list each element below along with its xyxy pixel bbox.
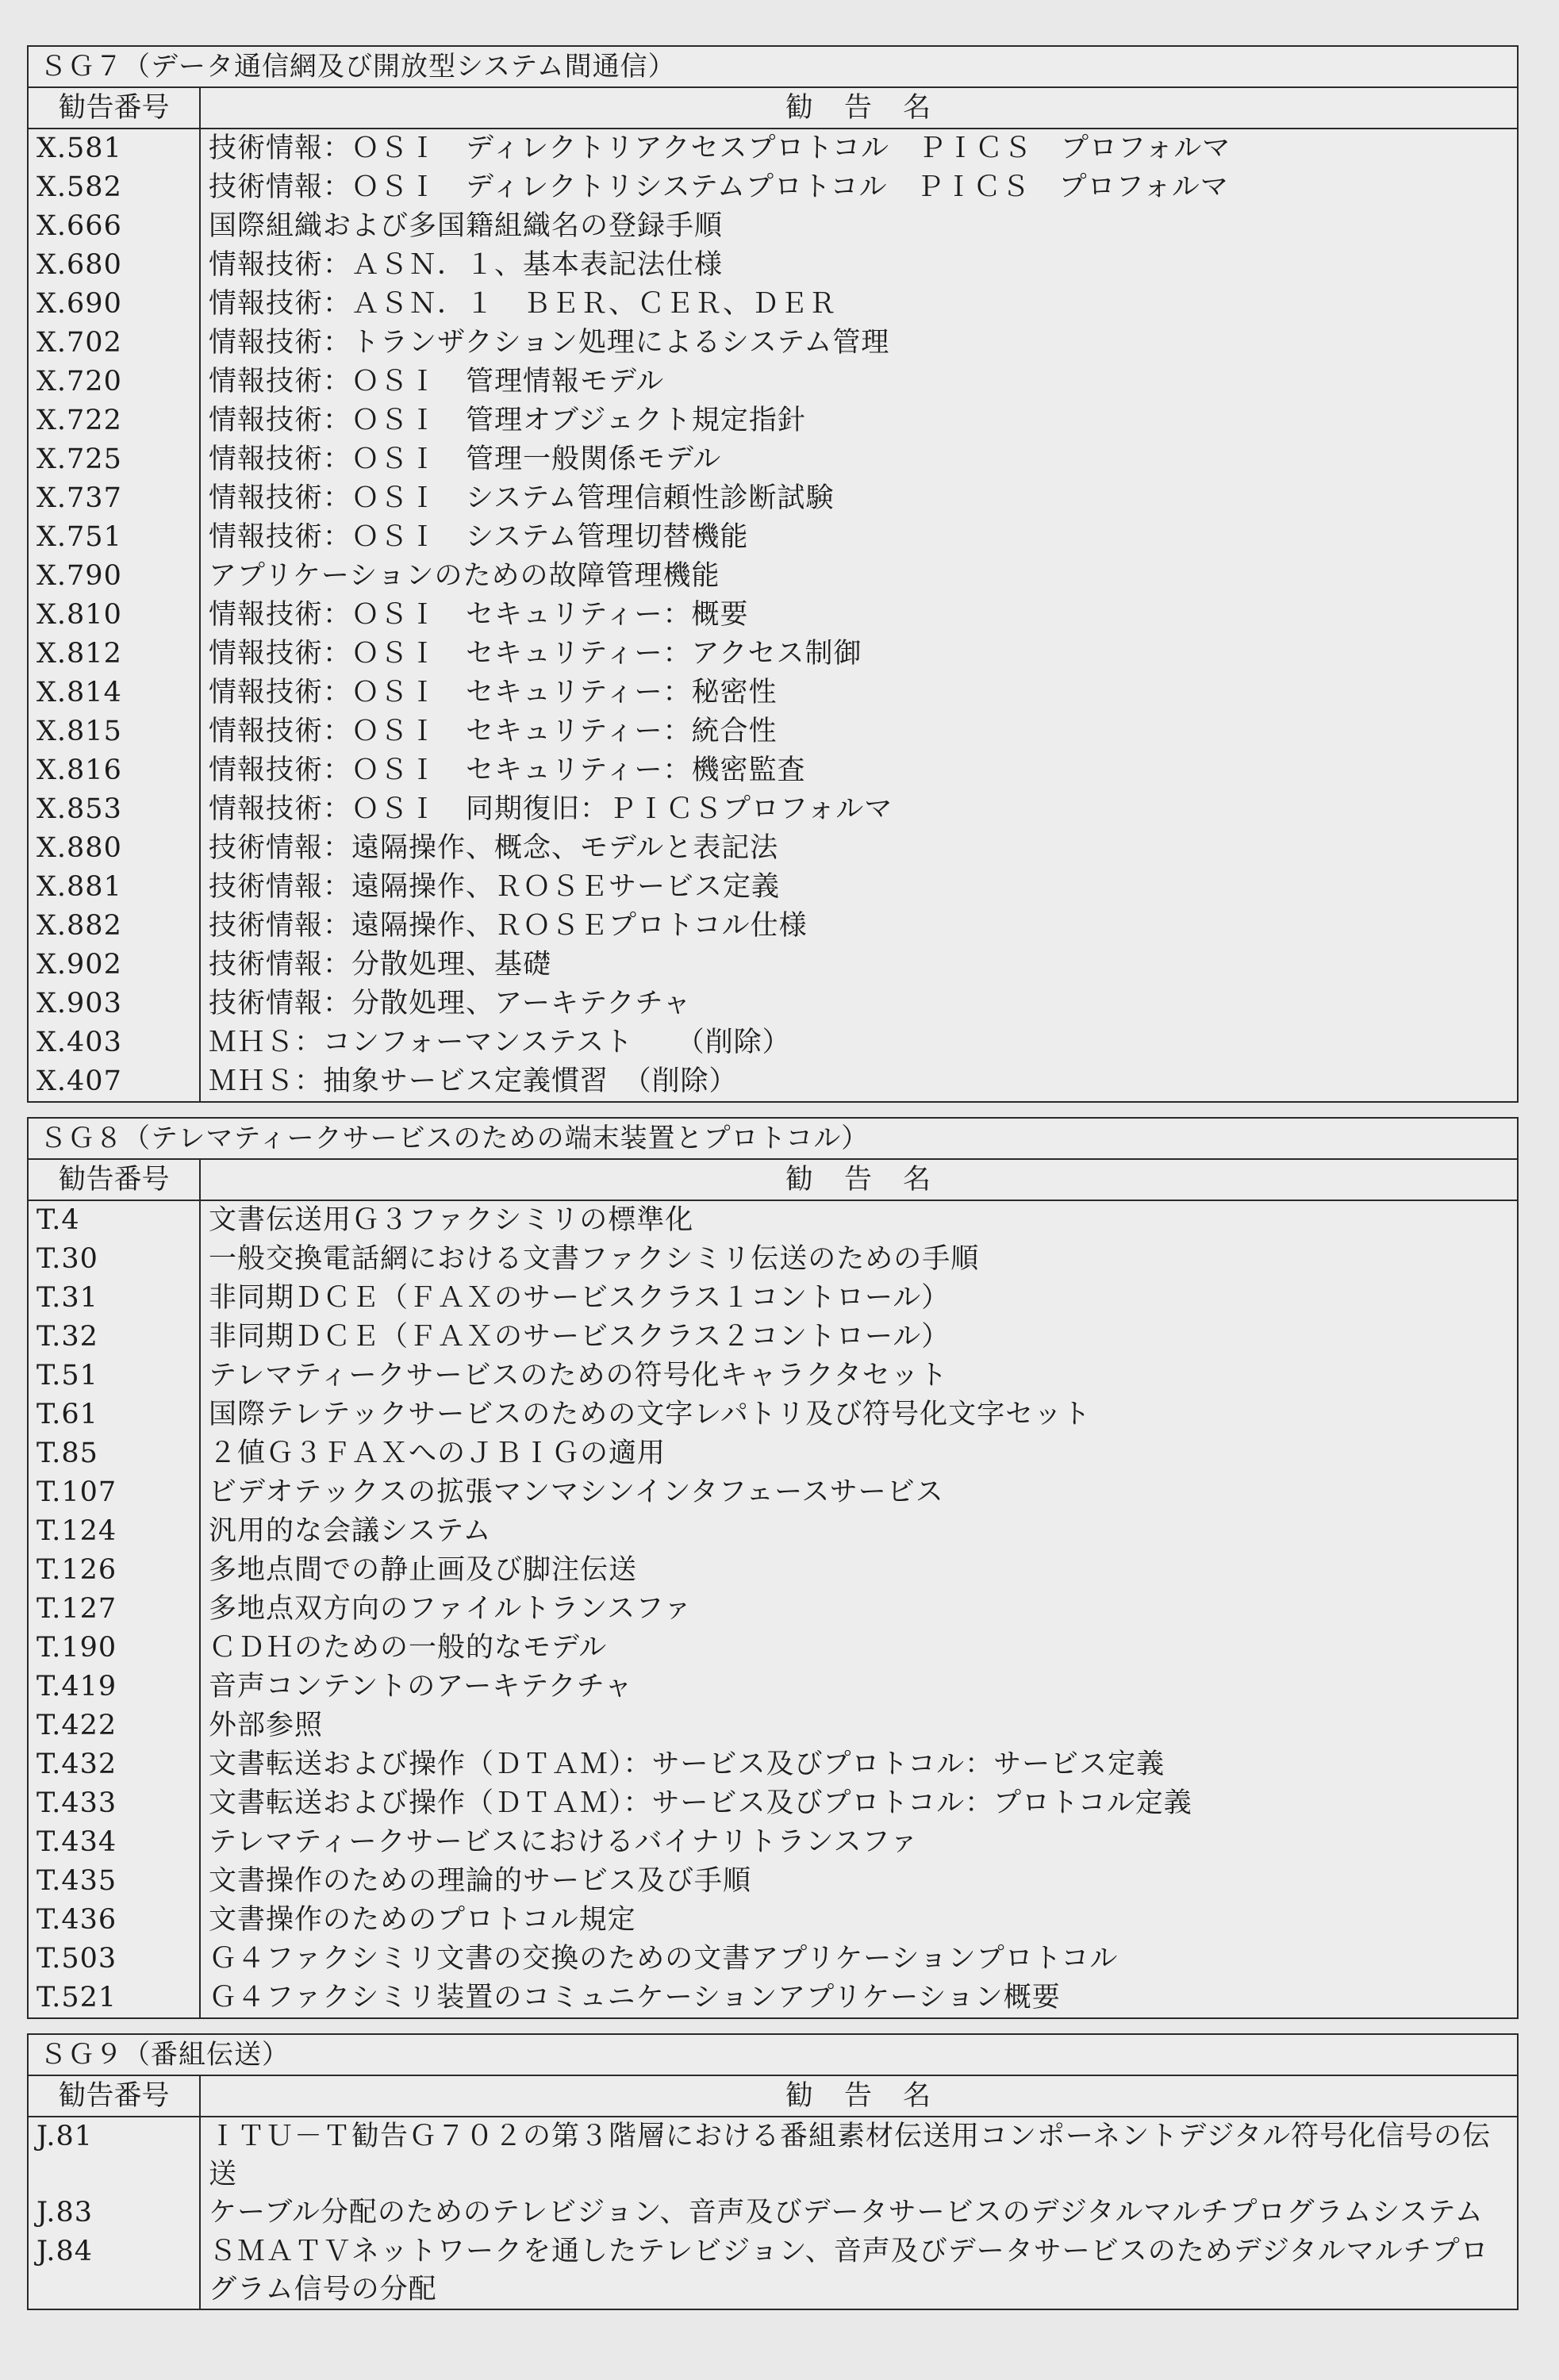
recommendation-number: T.124 [28,1512,200,1551]
recommendation-number: X.407 [28,1062,200,1102]
recommendation-name: 音声コンテントのアーキテクチャ [200,1668,1518,1706]
recommendation-number: X.722 [28,401,200,440]
recommendation-number: X.902 [28,946,200,985]
recommendation-number: X.581 [28,129,200,168]
recommendation-name: 情報技術：トランザクション処理によるシステム管理 [200,324,1518,363]
recommendation-name: ２値Ｇ３ＦＡＸへのＪＢＩＧの適用 [200,1434,1518,1473]
table-row [28,1862,1518,1901]
table-row [28,1023,1518,1062]
section-title: ＳＧ７（データ通信網及び開放型システム間通信） [28,46,1518,87]
recommendation-name: テレマティークサービスのための符号化キャラクタセット [200,1357,1518,1395]
table-row [28,1395,1518,1434]
table-row [28,2117,1518,2194]
table-row [28,712,1518,751]
table-row [28,829,1518,868]
recommendation-name: テレマティークサービスにおけるバイナリトランスファ [200,1823,1518,1862]
recommendation-number: T.434 [28,1823,200,1862]
recommendation-number: T.51 [28,1357,200,1395]
table-row [28,1357,1518,1395]
recommendation-name: 非同期ＤＣＥ（ＦＡＸのサービスクラス１コントロール） [200,1279,1518,1318]
recommendation-number: J.83 [28,2194,200,2232]
recommendation-name: 技術情報：遠隔操作、概念、モデルと表記法 [200,829,1518,868]
table-row [28,596,1518,635]
recommendation-name: 情報技術：ＯＳＩ 管理オブジェクト規定指針 [200,401,1518,440]
table-row [28,1979,1518,2018]
recommendation-number: T.61 [28,1395,200,1434]
recommendation-name: 汎用的な会議システム [200,1512,1518,1551]
table-row [28,674,1518,712]
column-header-code: 勧告番号 [28,87,200,129]
recommendation-number: T.30 [28,1240,200,1279]
table-row [28,907,1518,946]
table-row [28,440,1518,479]
recommendation-number: X.690 [28,285,200,324]
table-row [28,1240,1518,1279]
recommendation-number: X.815 [28,712,200,751]
table-row [28,790,1518,829]
table-row [28,1279,1518,1318]
section-title: ＳＧ９（番組伝送） [28,2034,1518,2075]
recommendation-name: 技術情報：分散処理、アーキテクチャ [200,985,1518,1023]
recommendation-name: 情報技術：ＯＳＩ セキュリティー：秘密性 [200,674,1518,712]
table-row [28,868,1518,907]
recommendation-number: T.32 [28,1318,200,1357]
table-row [28,285,1518,324]
table-row [28,1706,1518,1745]
recommendation-name: 技術情報：遠隔操作、ＲＯＳＥプロトコル仕様 [200,907,1518,946]
recommendation-name: 情報技術：ＯＳＩ セキュリティー：アクセス制御 [200,635,1518,674]
recommendation-name: 文書操作のための理論的サービス及び手順 [200,1862,1518,1901]
table-row [28,1629,1518,1668]
table-row [28,479,1518,518]
recommendation-name: 情報技術：ＯＳＩ システム管理切替機能 [200,518,1518,557]
recommendation-number: X.880 [28,829,200,868]
recommendation-name: Ｇ４ファクシミリ装置のコミュニケーションアプリケーション概要 [200,1979,1518,2018]
table-row [28,1551,1518,1590]
recommendation-number: T.503 [28,1940,200,1979]
recommendation-name: ＭＨＳ：抽象サービス定義慣習 （削除） [200,1062,1518,1102]
table-row [28,401,1518,440]
recommendation-number: T.85 [28,1434,200,1473]
table-row [28,1668,1518,1706]
recommendation-number: X.680 [28,246,200,285]
recommendation-number: T.422 [28,1706,200,1745]
recommendation-number: X.582 [28,168,200,207]
recommendation-name: 情報技術：ＯＳＩ セキュリティー：機密監査 [200,751,1518,790]
recommendation-name: 技術情報：分散処理、基礎 [200,946,1518,985]
recommendation-name: 情報技術：ＡＳＮ．１ ＢＥＲ、ＣＥＲ、ＤＥＲ [200,285,1518,324]
recommendation-number: X.881 [28,868,200,907]
recommendation-name: アプリケーションのための故障管理機能 [200,557,1518,596]
recommendation-number: T.190 [28,1629,200,1668]
table-row [28,1784,1518,1823]
column-header-name: 勧 告 名 [200,2075,1518,2117]
recommendation-name: 国際テレテックサービスのための文字レパトリ及び符号化文字セット [200,1395,1518,1434]
table-row [28,1512,1518,1551]
recommendation-name: 一般交換電話網における文書ファクシミリ伝送のための手順 [200,1240,1518,1279]
recommendation-number: J.81 [28,2117,200,2194]
table-row [28,985,1518,1023]
table-row [28,324,1518,363]
recommendation-number: T.127 [28,1590,200,1629]
recommendation-name: 情報技術：ＯＳＩ セキュリティー：統合性 [200,712,1518,751]
recommendation-name: ケーブル分配のためのテレビジョン、音声及びデータサービスのデジタルマルチプログラムシステム [200,2194,1518,2232]
section-title: ＳＧ８（テレマティークサービスのための端末装置とプロトコル） [28,1118,1518,1159]
recommendation-name: Ｇ４ファクシミリ文書の交換のための文書アプリケーションプロトコル [200,1940,1518,1979]
column-header-name: 勧 告 名 [200,87,1518,129]
table-row [28,168,1518,207]
recommendation-name: ＩＴＵ－Ｔ勧告Ｇ７０２の第３階層における番組素材伝送用コンポーネントデジタル符号化信号の伝送 [200,2117,1518,2194]
recommendation-number: X.812 [28,635,200,674]
recommendation-number: X.853 [28,790,200,829]
recommendation-name: 非同期ＤＣＥ（ＦＡＸのサービスクラス２コントロール） [200,1318,1518,1357]
recommendation-number: T.436 [28,1901,200,1940]
recommendation-name: ＣＤＨのための一般的なモデル [200,1629,1518,1668]
sg9-table [27,2033,1519,2310]
table-row [28,129,1518,168]
recommendation-number: X.725 [28,440,200,479]
recommendation-number: X.403 [28,1023,200,1062]
recommendation-number: T.432 [28,1745,200,1784]
recommendation-number: T.126 [28,1551,200,1590]
recommendation-name: 外部参照 [200,1706,1518,1745]
table-row [28,518,1518,557]
recommendation-name: 国際組織および多国籍組織名の登録手順 [200,207,1518,246]
recommendation-name: 文書操作のためのプロトコル規定 [200,1901,1518,1940]
recommendation-name: ＭＨＳ：コンフォーマンステスト （削除） [200,1023,1518,1062]
recommendation-number: X.882 [28,907,200,946]
table-row [28,557,1518,596]
recommendation-number: J.84 [28,2232,200,2309]
recommendation-number: X.814 [28,674,200,712]
recommendation-name: 情報技術：ＯＳＩ システム管理信頼性診断試験 [200,479,1518,518]
recommendation-name: 多地点間での静止画及び脚注伝送 [200,1551,1518,1590]
table-row [28,2194,1518,2232]
recommendation-name: 情報技術：ＡＳＮ．１、基本表記法仕様 [200,246,1518,285]
recommendation-name: ＳＭＡＴＶネットワークを通したテレビジョン、音声及びデータサービスのためデジタルマルチプログラム信号の分配 [200,2232,1518,2309]
recommendation-name: 情報技術：ＯＳＩ 管理一般関係モデル [200,440,1518,479]
table-row [28,246,1518,285]
table-row [28,1200,1518,1240]
recommendation-number: X.720 [28,363,200,401]
recommendation-number: X.737 [28,479,200,518]
recommendation-name: 技術情報：遠隔操作、ＲＯＳＥサービス定義 [200,868,1518,907]
recommendation-number: X.810 [28,596,200,635]
column-header-code: 勧告番号 [28,1159,200,1200]
recommendation-number: T.31 [28,1279,200,1318]
recommendation-number: X.666 [28,207,200,246]
table-row [28,2232,1518,2309]
table-row [28,1940,1518,1979]
recommendation-name: ビデオテックスの拡張マンマシンインタフェースサービス [200,1473,1518,1512]
recommendation-number: T.433 [28,1784,200,1823]
recommendation-number: X.903 [28,985,200,1023]
recommendation-number: T.107 [28,1473,200,1512]
recommendation-name: 文書転送および操作（ＤＴＡＭ）：サービス及びプロトコル：プロトコル定義 [200,1784,1518,1823]
table-row [28,1473,1518,1512]
sg8-table [27,1117,1519,2019]
recommendation-number: T.4 [28,1200,200,1240]
recommendation-name: 情報技術：ＯＳＩ 同期復旧：ＰＩＣＳプロフォルマ [200,790,1518,829]
recommendation-number: T.435 [28,1862,200,1901]
recommendation-name: 文書転送および操作（ＤＴＡＭ）：サービス及びプロトコル：サービス定義 [200,1745,1518,1784]
recommendation-number: X.790 [28,557,200,596]
table-row [28,207,1518,246]
table-row [28,635,1518,674]
table-row [28,751,1518,790]
recommendation-name: 文書伝送用Ｇ３ファクシミリの標準化 [200,1200,1518,1240]
recommendation-number: X.751 [28,518,200,557]
sg7-table [27,45,1519,1103]
table-row [28,1745,1518,1784]
recommendation-number: X.702 [28,324,200,363]
recommendation-name: 情報技術：ＯＳＩ セキュリティー：概要 [200,596,1518,635]
recommendation-name: 情報技術：ＯＳＩ 管理情報モデル [200,363,1518,401]
table-row [28,946,1518,985]
column-header-code: 勧告番号 [28,2075,200,2117]
recommendation-name: 技術情報：ＯＳＩ ディレクトリシステムプロトコル ＰＩＣＳ プロフォルマ [200,168,1518,207]
table-row [28,1823,1518,1862]
table-row [28,1062,1518,1102]
table-row [28,363,1518,401]
recommendation-number: X.816 [28,751,200,790]
recommendation-name: 多地点双方向のファイルトランスファ [200,1590,1518,1629]
recommendation-number: T.521 [28,1979,200,2018]
table-row [28,1590,1518,1629]
table-row [28,1318,1518,1357]
table-row [28,1434,1518,1473]
recommendation-number: T.419 [28,1668,200,1706]
column-header-name: 勧 告 名 [200,1159,1518,1200]
recommendation-name: 技術情報：ＯＳＩ ディレクトリアクセスプロトコル ＰＩＣＳ プロフォルマ [200,129,1518,168]
table-row [28,1901,1518,1940]
